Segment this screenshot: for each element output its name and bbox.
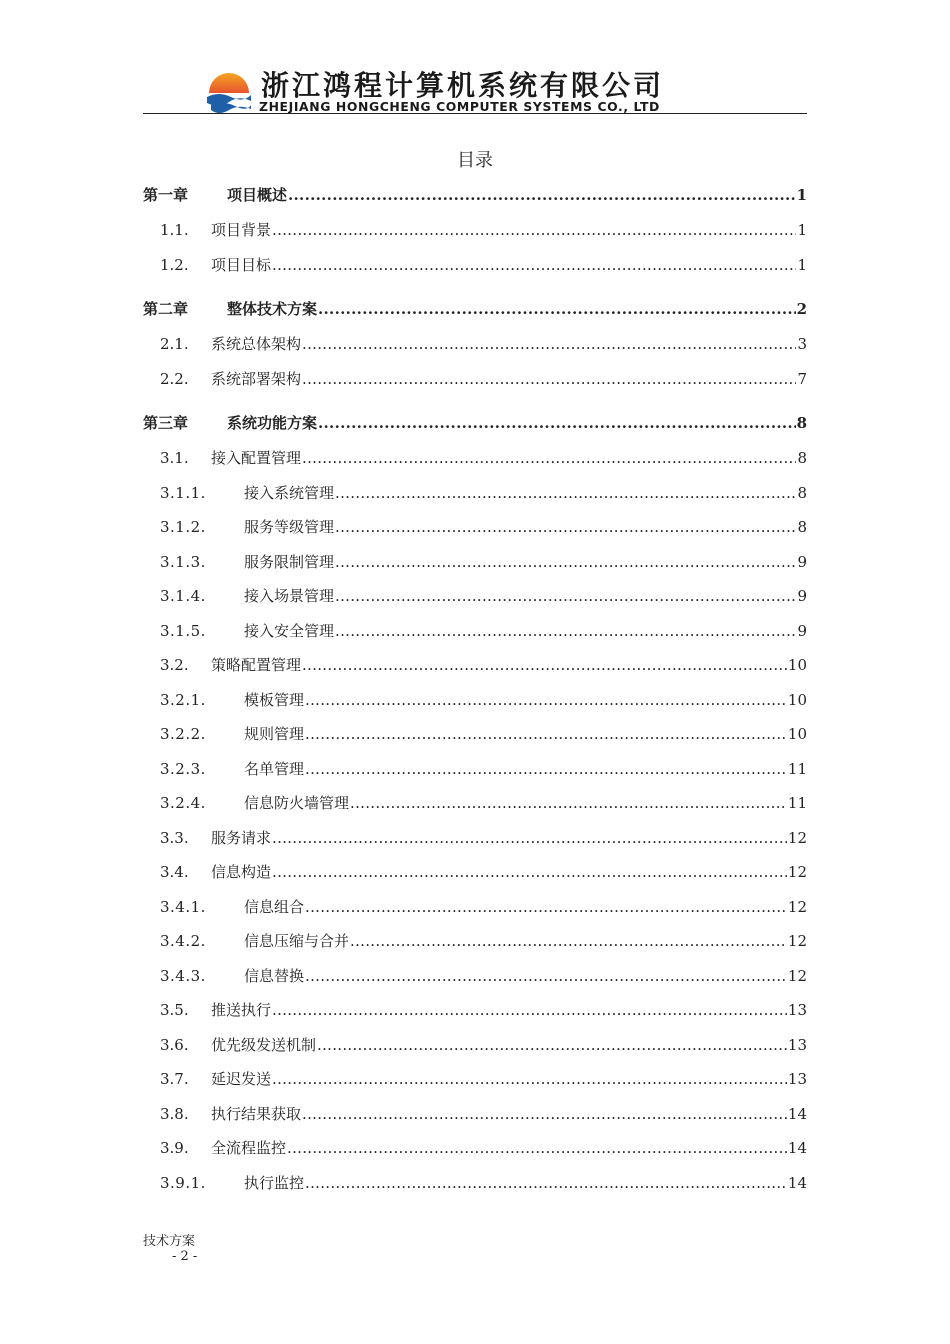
toc-entry-page: 7 <box>797 369 807 388</box>
toc-entry-page: 12 <box>787 897 807 916</box>
toc-entry-number: 3.9.1. <box>160 1173 206 1192</box>
footer-doc-label: 技术方案 <box>143 1234 196 1249</box>
toc-entry-page: 1 <box>797 221 807 239</box>
toc-entry[interactable] <box>143 827 807 849</box>
toc-entry-title: 接入场景管理 <box>244 587 335 605</box>
toc-entry-title: 信息替换 <box>244 966 305 985</box>
toc-dot-leader <box>350 792 787 814</box>
company-name-cn: 浙江鸿程计算机系统有限公司 <box>261 69 665 102</box>
toc-entry-title: 执行结果获取 <box>211 1104 302 1123</box>
toc-entry-title: 项目目标 <box>211 255 272 274</box>
toc-entry-number: 1.1. <box>160 221 189 239</box>
toc-entry-title: 信息压缩与合并 <box>244 932 350 950</box>
toc-entry-number: 3.1.3. <box>160 552 206 571</box>
toc-entry-number: 3.5. <box>160 1001 189 1019</box>
toc-entry-page: 12 <box>787 863 807 881</box>
toc-entry-page: 13 <box>787 1001 807 1019</box>
toc-entry[interactable] <box>143 930 807 952</box>
toc-dot-leader <box>335 585 796 607</box>
toc-entry-page: 8 <box>797 483 807 502</box>
toc-entry-page: 13 <box>787 1070 807 1088</box>
footer-page-number: - 2 - <box>172 1249 198 1264</box>
toc-entry-title: 系统部署架构 <box>211 369 302 388</box>
toc-entry[interactable] <box>143 758 807 780</box>
toc-dot-leader <box>272 254 796 276</box>
toc-entry[interactable] <box>143 516 807 538</box>
toc-dot-leader <box>272 861 787 883</box>
toc-entry-number: 第二章 <box>143 300 189 318</box>
toc-dot-leader <box>272 999 787 1021</box>
toc-dot-leader <box>272 219 796 241</box>
toc-entry-number: 第一章 <box>143 186 189 204</box>
toc-dot-leader <box>302 368 796 390</box>
toc-entry[interactable] <box>143 1172 807 1194</box>
toc-entry-title: 执行监控 <box>244 1173 305 1192</box>
toc-entry-title: 服务等级管理 <box>244 518 335 536</box>
toc-dot-leader <box>305 965 787 987</box>
toc-entry-number: 2.2. <box>160 369 189 388</box>
toc-dot-leader <box>302 654 787 676</box>
toc-dot-leader <box>302 447 796 469</box>
toc-entry-number: 第三章 <box>143 414 189 432</box>
toc-entry-number: 3.1.1. <box>160 483 206 502</box>
toc-entry-number: 3.2.2. <box>160 725 206 743</box>
toc-entry-page: 12 <box>787 932 807 950</box>
header-divider <box>143 113 807 114</box>
toc-entry-title: 名单管理 <box>244 759 305 778</box>
toc-title: 目录 <box>457 150 493 171</box>
toc-dot-leader <box>272 827 787 849</box>
toc-dot-leader <box>287 1137 787 1159</box>
toc-entry-number: 3.1. <box>160 449 189 467</box>
toc-entry-number: 3.6. <box>160 1035 189 1054</box>
toc-entry-title: 优先级发送机制 <box>211 1035 317 1054</box>
toc-entry[interactable] <box>143 1068 807 1090</box>
toc-entry-title: 项目背景 <box>211 221 272 239</box>
toc-dot-leader <box>318 298 796 320</box>
toc-entry[interactable] <box>143 620 807 642</box>
toc-entry[interactable] <box>143 585 807 607</box>
toc-entry-number: 3.2.4. <box>160 794 206 812</box>
toc-dot-leader <box>305 896 787 918</box>
toc-entry-page: 8 <box>797 518 807 536</box>
toc-entry-title: 全流程监控 <box>211 1139 287 1157</box>
toc-entry-title: 信息防火墙管理 <box>244 794 350 812</box>
toc-dot-leader <box>335 620 796 642</box>
toc-entry-number: 3.7. <box>160 1070 189 1088</box>
toc-dot-leader <box>318 412 796 434</box>
toc-entry-title: 模板管理 <box>244 690 305 709</box>
toc-dot-leader <box>272 1068 787 1090</box>
company-name-en: ZHEJIANG HONGCHENG COMPUTER SYSTEMS CO., LTD <box>259 99 660 114</box>
toc-entry-title: 系统总体架构 <box>211 335 302 353</box>
toc-entry-page: 10 <box>787 690 807 709</box>
toc-entry-page: 9 <box>797 552 807 571</box>
toc-entry-number: 3.1.5. <box>160 621 206 640</box>
toc-entry-title: 接入安全管理 <box>244 621 335 640</box>
toc-entry-number: 3.2. <box>160 656 189 674</box>
toc-entry-number: 3.2.3. <box>160 759 206 778</box>
toc-entry-page: 8 <box>796 414 807 432</box>
toc-dot-leader <box>305 758 787 780</box>
toc-entry-title: 推送执行 <box>211 1001 272 1019</box>
toc-entry-number: 3.8. <box>160 1104 189 1123</box>
toc-entry[interactable] <box>143 896 807 918</box>
toc-entry[interactable] <box>143 184 807 206</box>
toc-dot-leader <box>305 723 787 745</box>
toc-entry-title: 延迟发送 <box>211 1070 272 1088</box>
toc-entry-number: 3.1.4. <box>160 587 206 605</box>
toc-entry-title: 接入系统管理 <box>244 483 335 502</box>
toc-dot-leader <box>302 333 796 355</box>
toc-entry-title: 项目概述 <box>227 186 288 204</box>
toc-entry[interactable] <box>143 551 807 573</box>
toc-entry-title: 服务限制管理 <box>244 552 335 571</box>
toc-entry[interactable] <box>143 861 807 883</box>
toc-entry-page: 1 <box>797 255 807 274</box>
toc-entry[interactable] <box>143 999 807 1021</box>
toc-dot-leader <box>335 516 796 538</box>
toc-entry-page: 14 <box>787 1139 807 1157</box>
toc-entry-title: 接入配置管理 <box>211 449 302 467</box>
toc-entry-page: 2 <box>796 300 807 318</box>
toc-entry[interactable] <box>143 1034 807 1056</box>
toc-entry[interactable] <box>143 1103 807 1125</box>
toc-dot-leader <box>302 1103 787 1125</box>
toc-entry-title: 服务请求 <box>211 828 272 847</box>
toc-entry-number: 3.4.2. <box>160 932 206 950</box>
toc-dot-leader <box>350 930 787 952</box>
toc-dot-leader <box>335 551 796 573</box>
toc-entry[interactable] <box>143 447 807 469</box>
toc-entry-page: 11 <box>787 759 807 778</box>
toc-entry-number: 3.4. <box>160 863 189 881</box>
toc-entry-page: 11 <box>787 794 807 812</box>
toc-entry-number: 3.1.2. <box>160 518 206 536</box>
toc-entry-page: 1 <box>796 186 807 204</box>
toc-entry[interactable] <box>143 482 807 504</box>
toc-entry-page: 10 <box>787 725 807 743</box>
toc-entry-page: 12 <box>787 966 807 985</box>
toc-entry-title: 策略配置管理 <box>211 656 302 674</box>
toc-entry-page: 8 <box>797 449 807 467</box>
toc-entry-number: 3.4.1. <box>160 897 206 916</box>
page-header <box>143 58 807 116</box>
toc-entry[interactable] <box>143 333 807 355</box>
toc-entry[interactable] <box>143 792 807 814</box>
toc-entry-page: 13 <box>787 1035 807 1054</box>
toc-entry-page: 12 <box>787 828 807 847</box>
toc-dot-leader <box>317 1034 787 1056</box>
toc-entry-title: 整体技术方案 <box>227 300 318 318</box>
toc-entry[interactable] <box>143 654 807 676</box>
toc-entry-page: 3 <box>797 335 807 353</box>
toc-entry[interactable] <box>143 368 807 390</box>
toc-entry[interactable] <box>143 412 807 434</box>
toc-entry-title: 系统功能方案 <box>227 414 318 432</box>
toc-dot-leader <box>305 689 787 711</box>
toc-entry-page: 10 <box>787 656 807 674</box>
toc-entry[interactable] <box>143 298 807 320</box>
toc-entry-title: 信息构造 <box>211 863 272 881</box>
toc-entry[interactable] <box>143 689 807 711</box>
toc-entry-number: 3.9. <box>160 1139 189 1157</box>
toc-entry-number: 1.2. <box>160 255 189 274</box>
toc-entry-number: 2.1. <box>160 335 189 353</box>
toc-dot-leader <box>335 482 796 504</box>
toc-entry-page: 9 <box>797 587 807 605</box>
toc-entry[interactable] <box>143 254 807 276</box>
toc-entry[interactable] <box>143 219 807 241</box>
toc-entry-title: 规则管理 <box>244 725 305 743</box>
toc-entry-page: 14 <box>787 1173 807 1192</box>
company-logo-icon <box>205 67 253 115</box>
toc-entry-number: 3.4.3. <box>160 966 206 985</box>
toc-entry-page: 9 <box>797 621 807 640</box>
toc-entry[interactable] <box>143 965 807 987</box>
toc-dot-leader <box>288 184 796 206</box>
toc-entry-title: 信息组合 <box>244 897 305 916</box>
toc-entry-number: 3.2.1. <box>160 690 206 709</box>
toc-dot-leader <box>305 1172 787 1194</box>
toc-entry-page: 14 <box>787 1104 807 1123</box>
toc-entry-number: 3.3. <box>160 828 189 847</box>
toc-entry[interactable] <box>143 1137 807 1159</box>
toc-entry[interactable] <box>143 723 807 745</box>
